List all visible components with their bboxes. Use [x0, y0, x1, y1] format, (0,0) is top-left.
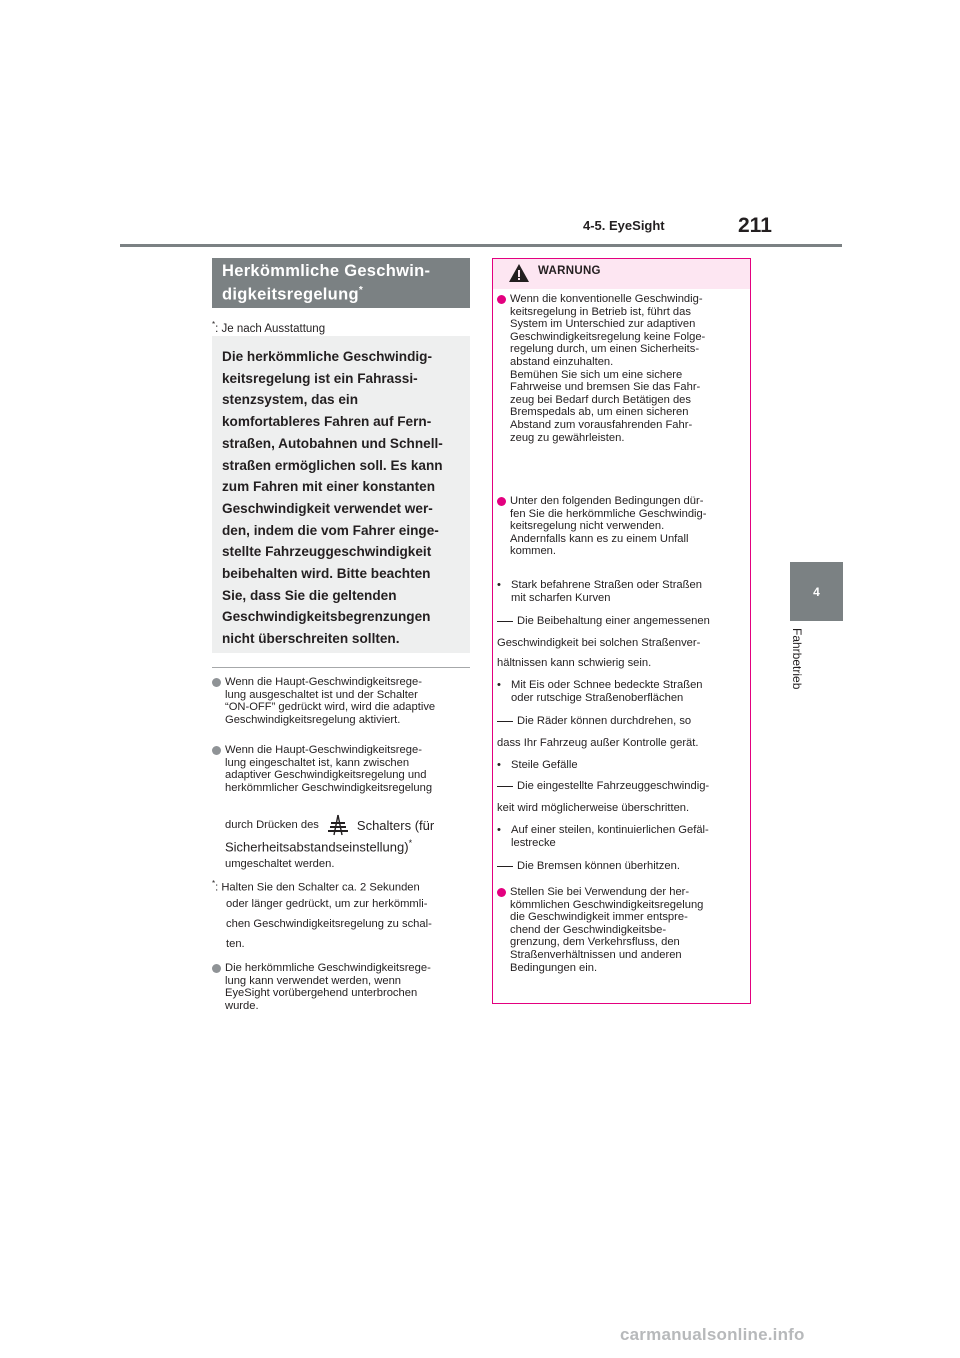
detail-line: keit wird möglicherweise überschritten. — [497, 802, 690, 814]
warning-line: keitsregelung in Betrieb ist, führt das — [510, 305, 691, 318]
condition-item — [497, 824, 747, 849]
footnote-line: : Halten Sie den Schalter ca. 2 Sekunden — [215, 881, 420, 894]
warning-line: Wenn die konventionelle Geschwindig- — [510, 293, 703, 305]
section-title-line2: digkeitsregelung — [222, 285, 359, 304]
warning-line: Stellen Sie bei Verwendung der her- — [510, 886, 690, 898]
intro-line: keitsregelung ist ein Fahrassi- — [222, 370, 418, 386]
note-line: herkömmlicher Geschwindigkeitsregelung — [225, 781, 433, 794]
warning-bullet — [497, 293, 747, 444]
switch-name-cont: Sicherheitsabstandseinstellung) — [225, 839, 409, 855]
note-line: lung ausgeschaltet ist und der Schalter — [225, 688, 418, 701]
intro-line: den, indem die vom Fahrer einge- — [222, 522, 439, 538]
switch-footnote — [212, 874, 474, 954]
condition-line: Auf einer steilen, kontinuierlichen Gefäl- — [511, 824, 709, 836]
condition-detail — [497, 713, 747, 753]
warning-line: die Geschwindigkeit immer entspre- — [510, 911, 688, 924]
condition-item — [497, 759, 747, 772]
condition-line: Mit Eis oder Schnee bedeckte Straßen — [511, 679, 703, 691]
condition-line: Steile Gefälle — [511, 759, 578, 771]
page-number: 211 — [738, 214, 772, 237]
bullet-dot-icon — [212, 746, 221, 755]
condition-detail — [497, 778, 747, 818]
note-line: “ON-OFF” gedrückt wird, wird die adaptive — [225, 701, 436, 714]
detail-line: hältnissen kann schwierig sein. — [497, 657, 652, 669]
distance-switch-icon — [323, 812, 353, 838]
intro-line: Sie, dass Sie die geltenden — [222, 587, 397, 603]
chapter-label — [786, 628, 806, 708]
bullet-dot-icon — [497, 888, 506, 897]
note-line: adaptiver Geschwindigkeitsregelung und — [225, 769, 427, 782]
intro-line: Die herkömmliche Geschwindig- — [222, 349, 432, 364]
warning-line: zeug zu gewährleisten. — [510, 431, 625, 444]
warning-line: fen Sie die herkömmliche Geschwindig- — [510, 507, 707, 520]
section-label: 4-5. EyeSight — [583, 218, 665, 233]
warning-line: keitsregelung nicht verwenden. — [510, 520, 665, 533]
warning-line: kömmlichen Geschwindigkeitsregelung — [510, 898, 704, 911]
warning-triangle-icon — [508, 263, 530, 283]
warning-line: Andernfalls kann es zu einem Unfall — [510, 532, 689, 545]
dash-icon — [497, 866, 513, 867]
warning-bullet — [497, 495, 747, 558]
section-title-line1: Herkömmliche Geschwin- — [222, 262, 431, 281]
intro-box — [212, 336, 470, 653]
condition-line: oder rutschige Straßenoberflächen — [511, 691, 684, 704]
bullet-dot-icon — [212, 678, 221, 687]
detail-line: Geschwindigkeit bei solchen Straßenver- — [497, 637, 701, 649]
press-switch-line2 — [225, 838, 412, 854]
note-line: Wenn die Haupt-Geschwindigkeitsrege- — [225, 676, 422, 688]
note-line: wurde. — [225, 999, 259, 1012]
footnote-asterisk: * — [212, 320, 216, 329]
intro-line: beibehalten wird. Bitte beachten — [222, 566, 431, 582]
press-text: durch Drücken des — [225, 819, 319, 831]
footnote-line: oder länger gedrückt, um zur herkömmli- — [226, 898, 428, 910]
warning-line: Unter den folgenden Bedingungen dür- — [510, 495, 704, 507]
intro-line: nicht überschreiten sollten. — [222, 631, 400, 647]
header-rule — [120, 244, 842, 247]
intro-line: stellte Fahrzeuggeschwindigkeit — [222, 544, 432, 560]
condition-marker: • — [497, 679, 501, 691]
condition-marker: • — [497, 824, 501, 836]
switch-name: Schalters (für — [356, 817, 435, 833]
footnote-line: ten. — [226, 938, 245, 950]
warning-line: grenzung, dem Verkehrsfluss, den — [510, 936, 680, 949]
bullet-dot-icon — [497, 497, 506, 506]
warning-line: abstand einzuhalten. — [510, 355, 614, 368]
warning-line: zeug bei Bedarf durch Betätigen des — [510, 393, 691, 406]
warning-title: WARNUNG — [538, 265, 601, 277]
condition-marker: • — [497, 579, 501, 591]
warning-bullet — [497, 886, 747, 974]
warning-line: Bremspedals ab, um einen sicheren — [510, 406, 689, 419]
section-title — [212, 258, 470, 308]
warning-line: Geschwindigkeitsregelung keine Folge- — [510, 330, 706, 343]
chapter-tab — [790, 562, 843, 621]
dash-icon — [497, 621, 513, 622]
detail-line: Die eingestellte Fahrzeuggeschwindig- — [517, 780, 710, 792]
note-line: EyeSight vorübergehend unterbrochen — [225, 987, 418, 1000]
dash-icon — [497, 786, 513, 787]
detail-line: dass Ihr Fahrzeug außer Kontrolle gerät. — [497, 737, 699, 749]
warning-line: Straßenverhältnissen und anderen — [510, 948, 682, 961]
intro-line: straßen, Autobahnen und Schnell- — [222, 435, 443, 451]
intro-line: zum Fahren mit einer konstanten — [222, 479, 436, 495]
warning-line: Abstand zum vorausfahrenden Fahr- — [510, 418, 693, 431]
condition-item — [497, 579, 747, 604]
warning-line: Fahrweise und bremsen Sie das Fahr- — [510, 381, 701, 394]
note-line: lung eingeschaltet ist, kann zwischen — [225, 756, 410, 769]
footnote-text: : Je nach Ausstattung — [215, 322, 326, 335]
footnote-asterisk: * — [212, 879, 216, 888]
chapter-label-text: Fahrbetrieb — [790, 628, 804, 690]
note-line: Wenn die Haupt-Geschwindigkeitsrege- — [225, 744, 422, 756]
intro-line: stenzsystem, das ein — [222, 392, 358, 408]
intro-line: komfortableres Fahren auf Fern- — [222, 414, 432, 430]
warning-header — [493, 259, 750, 289]
warning-line: Bedingungen ein. — [510, 961, 598, 974]
equipment-footnote — [212, 320, 325, 335]
intro-line: Geschwindigkeitsbegrenzungen — [222, 609, 431, 625]
switch-asterisk: * — [408, 838, 413, 848]
press-switch-line — [225, 812, 434, 838]
note-bullet — [212, 676, 474, 726]
warning-line: System im Unterschied zur adaptiven — [510, 318, 696, 331]
note-line: umgeschaltet werden. — [225, 858, 335, 870]
warning-line: kommen. — [510, 545, 557, 558]
watermark: carmanualsonline.info — [620, 1325, 805, 1344]
condition-line: lestrecke — [511, 836, 556, 849]
bullet-dot-icon — [497, 295, 506, 304]
note-bullet — [212, 744, 474, 794]
condition-marker: • — [497, 759, 501, 771]
note-line: Geschwindigkeitsregelung aktiviert. — [225, 713, 401, 726]
note-line: lung kann verwendet werden, wenn — [225, 974, 402, 987]
detail-line: Die Beibehaltung einer angemessenen — [517, 615, 710, 627]
chapter-number: 4 — [813, 584, 820, 599]
section-title-line2-wrap — [222, 281, 460, 305]
condition-line: mit scharfen Kurven — [511, 591, 611, 604]
note-line: Die herkömmliche Geschwindigkeitsrege- — [225, 962, 431, 974]
intro-line: Geschwindigkeit verwendet wer- — [222, 500, 433, 516]
dash-icon — [497, 721, 513, 722]
warning-line: Bemühen Sie sich um eine sichere — [510, 368, 683, 381]
intro-line: straßen ermöglichen soll. Es kann — [222, 457, 443, 473]
warning-line: chend der Geschwindigkeitsbe- — [510, 923, 667, 936]
title-asterisk: * — [358, 285, 364, 297]
condition-item — [497, 679, 747, 704]
warning-line: regelung durch, um einen Sicherheits- — [510, 343, 700, 356]
footnote-line: chen Geschwindigkeitsregelung zu schal- — [226, 918, 432, 930]
detail-line: Die Bremsen können überhitzen. — [517, 860, 680, 872]
detail-line: Die Räder können durchdrehen, so — [517, 715, 692, 727]
bullet-dot-icon — [212, 964, 221, 973]
condition-detail — [497, 613, 747, 673]
condition-line: Stark befahrene Straßen oder Straßen — [511, 579, 702, 591]
divider — [212, 667, 470, 668]
condition-detail — [497, 858, 747, 878]
note-bullet — [212, 962, 474, 1012]
